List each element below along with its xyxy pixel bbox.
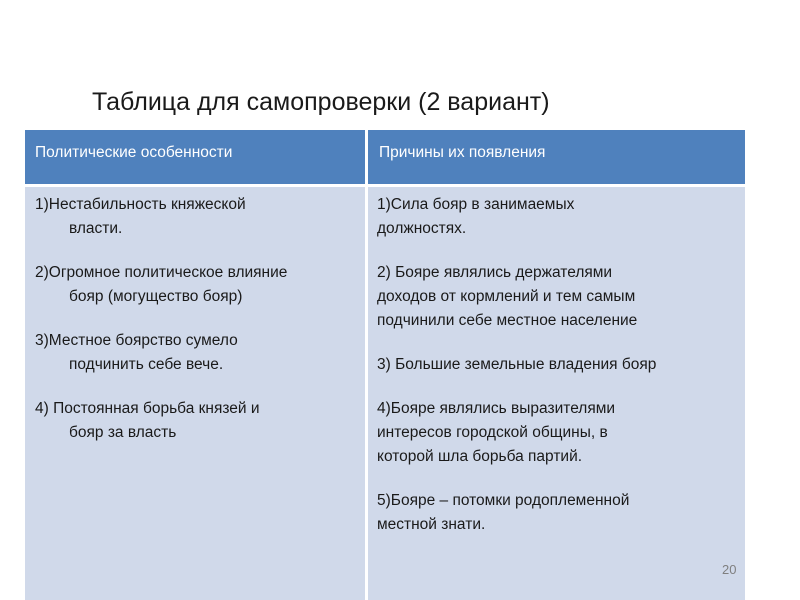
- column-divider: [365, 130, 368, 600]
- self-check-table: [25, 130, 745, 600]
- cause-line: местной знати.: [377, 516, 486, 533]
- cause-line: должностях.: [377, 220, 467, 237]
- feature-line: 3)Местное боярство сумело: [35, 332, 238, 349]
- page-number: 20: [722, 562, 737, 577]
- cause-line: 3) Большие земельные владения бояр: [377, 356, 657, 373]
- cause-line: доходов от кормлений и тем самым: [377, 288, 636, 305]
- feature-line: 1)Нестабильность княжеской: [35, 196, 246, 213]
- cause-item: [377, 193, 741, 241]
- feature-item: [35, 329, 361, 377]
- cause-line: 4)Бояре являлись выразителями: [377, 400, 616, 417]
- feature-item: [35, 193, 361, 241]
- political-features-column: [35, 193, 361, 465]
- cause-item: [377, 261, 741, 333]
- feature-line: бояр (могущество бояр): [69, 288, 243, 305]
- cause-line: интересов городской общины, в: [377, 424, 608, 441]
- cause-line: 5)Бояре – потомки родоплеменной: [377, 492, 630, 509]
- feature-line: 2)Огромное политическое влияние: [35, 264, 288, 281]
- feature-item: [35, 397, 361, 445]
- feature-line: власти.: [69, 220, 123, 237]
- header-causes: Причины их появления: [379, 144, 546, 161]
- cause-line: 2) Бояре являлись держателями: [377, 264, 613, 281]
- feature-line: 4) Постоянная борьба князей и: [35, 400, 260, 417]
- cause-item: [377, 353, 741, 377]
- feature-item: [35, 261, 361, 309]
- header-divider: [25, 184, 745, 187]
- feature-line: бояр за власть: [69, 424, 177, 441]
- table-header-row: [25, 130, 745, 184]
- cause-line: подчинили себе местное население: [377, 312, 638, 329]
- feature-line: подчинить себе вече.: [69, 356, 224, 373]
- cause-item: [377, 397, 741, 469]
- cause-line: которой шла борьба партий.: [377, 448, 583, 465]
- causes-column: [377, 193, 741, 557]
- header-political-features: Политические особенности: [35, 144, 233, 161]
- cause-line: 1)Сила бояр в занимаемых: [377, 196, 575, 213]
- cause-item: [377, 489, 741, 537]
- slide-title: Таблица для самопроверки (2 вариант): [92, 88, 550, 116]
